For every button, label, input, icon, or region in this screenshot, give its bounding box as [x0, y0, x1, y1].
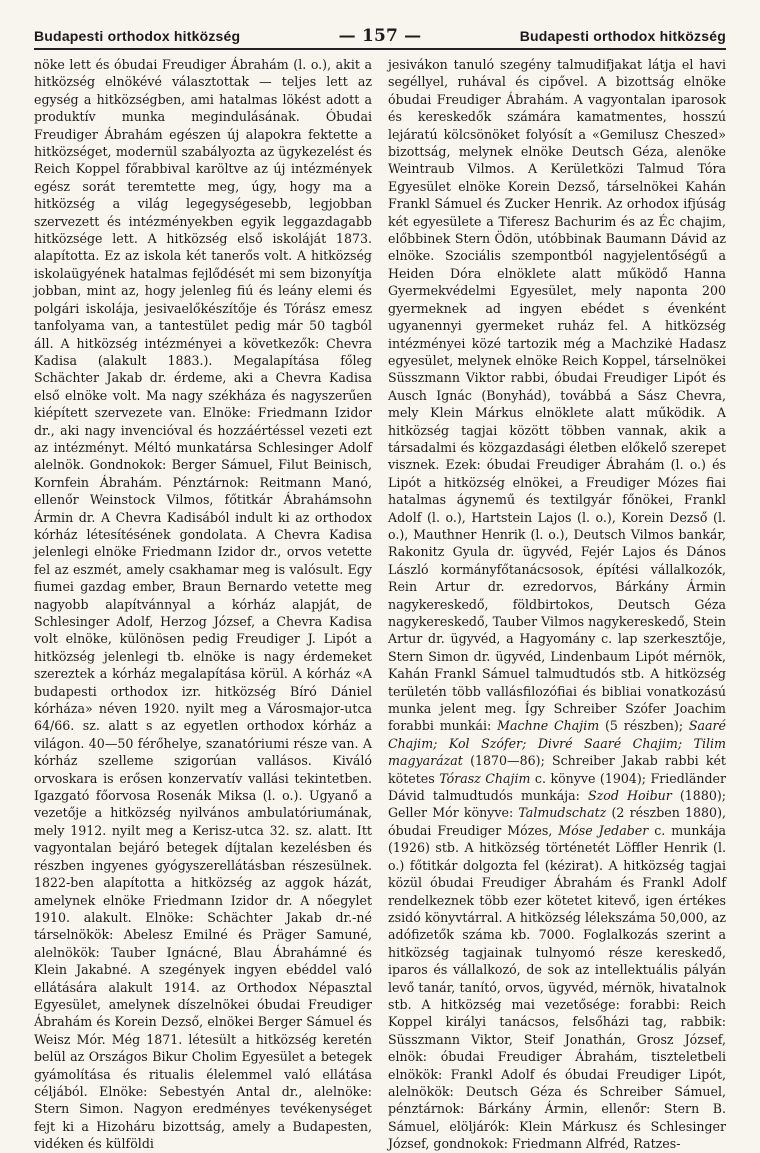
left-column — [34, 56, 372, 1153]
right-column-text — [388, 56, 726, 1153]
header-right: Budapesti orthodox hitközség — [519, 28, 726, 44]
book-title: Machne Chajim — [497, 718, 600, 734]
book-title: Tórasz Chajim — [439, 770, 531, 786]
book-title: Talmudschatz — [518, 805, 607, 821]
header-left: Budapesti orthodox hitközség — [34, 28, 241, 44]
book-title: Saaré Chajim; Kol Szófer; Divré Saaré Chajim; Tilim magyarázat — [388, 718, 726, 769]
text-run: (5 részben); — [599, 718, 689, 734]
book-title: Móse Jedaber — [558, 822, 649, 838]
text-run: jesivákon tanuló szegény talmudifjakat látja el havi segéllyel, ruhával és cipővel. A bizottság elnöke óbudai Freudiger Ábrahám. A vagyontalan iparosok és kereskedők számára kamatmentes, hosszú lejáratú kölcsönöket folyósít a «Gemilusz Cheszed» bizottság, melynek elnöke Deutsch Géza, alenöke Weintraub Vilmos. A Kerületközi Talmud Tóra Egyesület elnöke Korein Dezső, társelnökei Kahán Frankl Sámuel és Zucker Henrik. Az orhodox ifjúság két egyesülete a Tiferesz Bachurim és az Éc chajim, előbbinek Stern Ödön, utóbbinak Baumann Dávid az elnöke. Szociális szempontból nagyjelentőségű a Heiden Dóra elnöklete alatt működő Hanna Gyermekvédelmi Egyesület, mely naponta 200 gyermeknek ad ingyen ebédet s évenként ugyanennyi gyermeket ruház fel. A hitközség intézményei közé tartozik még a Machzikė Hadasz egyesület, melynek elnöke Reich Koppel, társelnökei Süsszmann Viktor rabbi, óbudai Freudiger Lipót és Ausch Ignác (Bonyhád), továbbá a Sász Chevra, mely Klein Márkus elnöklete alatt működik. A hitközség tagjai között többen vannak, akik a társadalmi és közgazdasági életben előkelő szerepet visznek. Ezek: óbudai Freudiger Ábrahám (l. o.) és Lipót a hitközség elnökei, a Freudiger Mózes fiai hatalmas ágynemű és textilgyár főnökei, Frankl Adolf (l. o.), Hartstein Lajos (l. o.), Korein Dezső (l. o.), Mauthner Henrik (l. o.), Deutsch Vilmos bankár, Rakonitz Gyula dr. ügyvéd, Fejér Lajos és Dános László kormányfőtanácsosok, építési vállalkozók, Rein Artur dr. ezredorvos, Bárkány Ármin nagykereskedő, földbirtokos, Deutsch Géza nagykereskedő, Tauber Vilmos nagykereskedő, Stein Artur dr. ügyvéd, a Hagyomány c. lap szerkesztője, Stern Simon dr. ügyvéd, Lindenbaum Lipót mérnök, Kahán Frankl Sámuel talmudtudós stb. A hitközség területén több vallásfilozófiai és bibliai vonatkozású munka jelent meg. Így Schreiber Szófer Joachim forabbi munkái: — [388, 57, 726, 734]
text-run: (1880); Geller Mór könyve: — [388, 788, 726, 821]
left-column-text: nöke lett és óbudai Freudiger Ábrahám (l. o.), akit a hitközség elnökévé választottak — teljes lett az egység a hitközségben, ami hatalmas lökést adott a produktív munka megindulásának. Óbudai Freudiger Ábrahám egészen új alapokra fektette a hitközséget, modernül szabályozta az ügykezelést és Reich Koppel főrabbival karöltve az új intézmények egész sorát teremtette meg, úgy, hogy ma a hitközség a világ legegységesebb, legjobban szervezett és intézményekben egyik leggazdagabb hitközsége lett. A hitközség első iskoláját 1873. alapította. Ez az iskola két tanerős volt. A hitközség iskolaügyének hatalmas fejlődését mi sem bizonyítja jobban, mint az, hogy jelenleg fiú és leány elemi és polgári iskolája, jesivaelőkészítője és Tórász emesz tanfolyama van, a tantestület pedig már 50 tagból áll. A hitközség intézményei a következők: Chevra Kadisa (alakult 1883.). Megalapítása főleg Schächter Jakab dr. érdeme, aki a Chevra Kadisa első elnöke volt. Ma nagy székháza és nagyszerűen kiépített szervezete van. Elnöke: Friedmann Izidor dr., aki nagy invencióval és hozzáértéssel vezeti ezt az intézményt. Méltó munkatársa Schlesinger Adolf alelnök. Gondnokok: Berger Sámuel, Filut Beinisch, Kornfein Ábrahám. Pénztárnok: Reitmann Manó, ellenőr Weinstock Vilmos, főtitkár Ábrahámsohn Ármin dr. A Chevra Kadisából indult ki az orthodox kórház létesítésének gondolata. A Chevra Kadisa jelenlegi elnöke Friedmann Izidor dr., orvos vetette fel az eszmét, amely csakhamar meg is valósult. Egy fiumei gazdag ember, Braun Bernardo vetette meg nagyobb alapítvánnyal a kórház alapját, de Schlesinger Adolf, Herzog József, a Chevra Kadisa volt elnöke, különösen pedig Freudiger J. Lipót a hitközség jelenlegi tb. elnöke is nagy érdemeket szereztek a kórház megalapítása körül. A kórház «A budapesti orthodox izr. hitközség Bíró Dániel kórháza» néven 1920. nyilt meg a Városmajor-utca 64/66. sz. alatt s az egyetlen orthodox kórház a világon. 40—50 férőhelye, szanatóriumi része van. A kórház szelleme szigorúan vallásos. Kiváló orvoskara is erősen konzervatív vallási tekintetben. Igazgató főorvosa Rosenák Miksa (l. o.). Ugyanő a vezetője a hitközség nyilvános ambulatóriumának, mely 1912. nyilt meg a Kerisz-utca 32. sz. alatt. Itt vagyontalan bejáró betegek díjtalan kezelésben és részben ingyenes gyógyszerellátásban részesülnek. 1822-ben alapította a hitközség az aggok házát, amelynek elnöke Friedmann Izidor dr. A nőegylet 1910. alakult. Elnöke: Schächter Jakab dr.-né társelnökök: Abelesz Emilné és Präger Samuné, alelnökök: Tauber Ignácné, Blau Ábrahámné és Klein Jakabné. A szegények ingyen ebéddel való ellátására alakult 1914. az Orthodox Népasztal Egyesület, amelynek díszelnökei óbudai Freudiger Ábrahám és Korein Dezső, elnökei Berger Sámuel és Weisz Mór. Még 1871. létesült a hitközség keretén belül az Országos Bikur Cholim Egyesület a betegek gyámolítása és ritualis élelemmel való ellátása céljából. Elnöke: Sebestyén Antal dr., alelnöke: Stern Simon. Nagyon eredményes tevékenységet fejt ki a Hizoháru bizottság, amely a Budapesten, vidéken és külföldi — [34, 57, 372, 1152]
text-run: (1870—86); Schreiber Jakab rabbi két kötetes — [388, 753, 726, 786]
text-run: c. munkája (1926) stb. A hitközség történetét Löffler Henrik (l. o.) főtitkár dolgozta fel (kézirat). A hitközség tagjai közül óbudai Freudiger Ábrahám és Frankl Adolf rendelkeznek több ezer kötetet kitevő, igen értékes zsidó könyvtárral. A hitközség lélekszáma 50,000, az adófizetők száma kb. 7000. Foglalkozás szerint a hitközség tagjainak tulnyomó része kereskedő, iparos és vállalkozó, de sok az intellektuális pályán levő tanár, tanító, orvos, ügyvéd, mérnök, hivatalnok stb. A hitközség mai vezetősége: forabbi: Reich Koppel királyi tanácsos, felsőházi tag, rabbik: Süsszmann Viktor, Steif Jonathán, Grosz József, elnök: óbudai Freudiger Ábrahám, tiszteletbeli elnökök: Frankl Adolf és óbudai Freudiger Lipót, alelnökök: Deutsch Géza és Schreiber Sámuel, pénztárnok: Bárkány Ármin, ellenőr: Stern B. Sámuel, elöljárók: Klein Márkusz és Schlesinger József, gondnokok: Friedmann Alfréd, Ratzes- — [388, 822, 726, 1152]
text-columns — [34, 56, 726, 1153]
page-number: — 157 — — [338, 26, 422, 46]
text-run: c. könyve (1904); Friedländer Dávid talmudtudós munkája: — [388, 770, 727, 804]
book-title: Szod Hoibur — [588, 788, 672, 804]
right-column — [388, 56, 726, 1153]
running-header — [34, 26, 726, 50]
text-run: (2 részben 1880), óbudai Freudiger Mózes, — [388, 805, 726, 838]
